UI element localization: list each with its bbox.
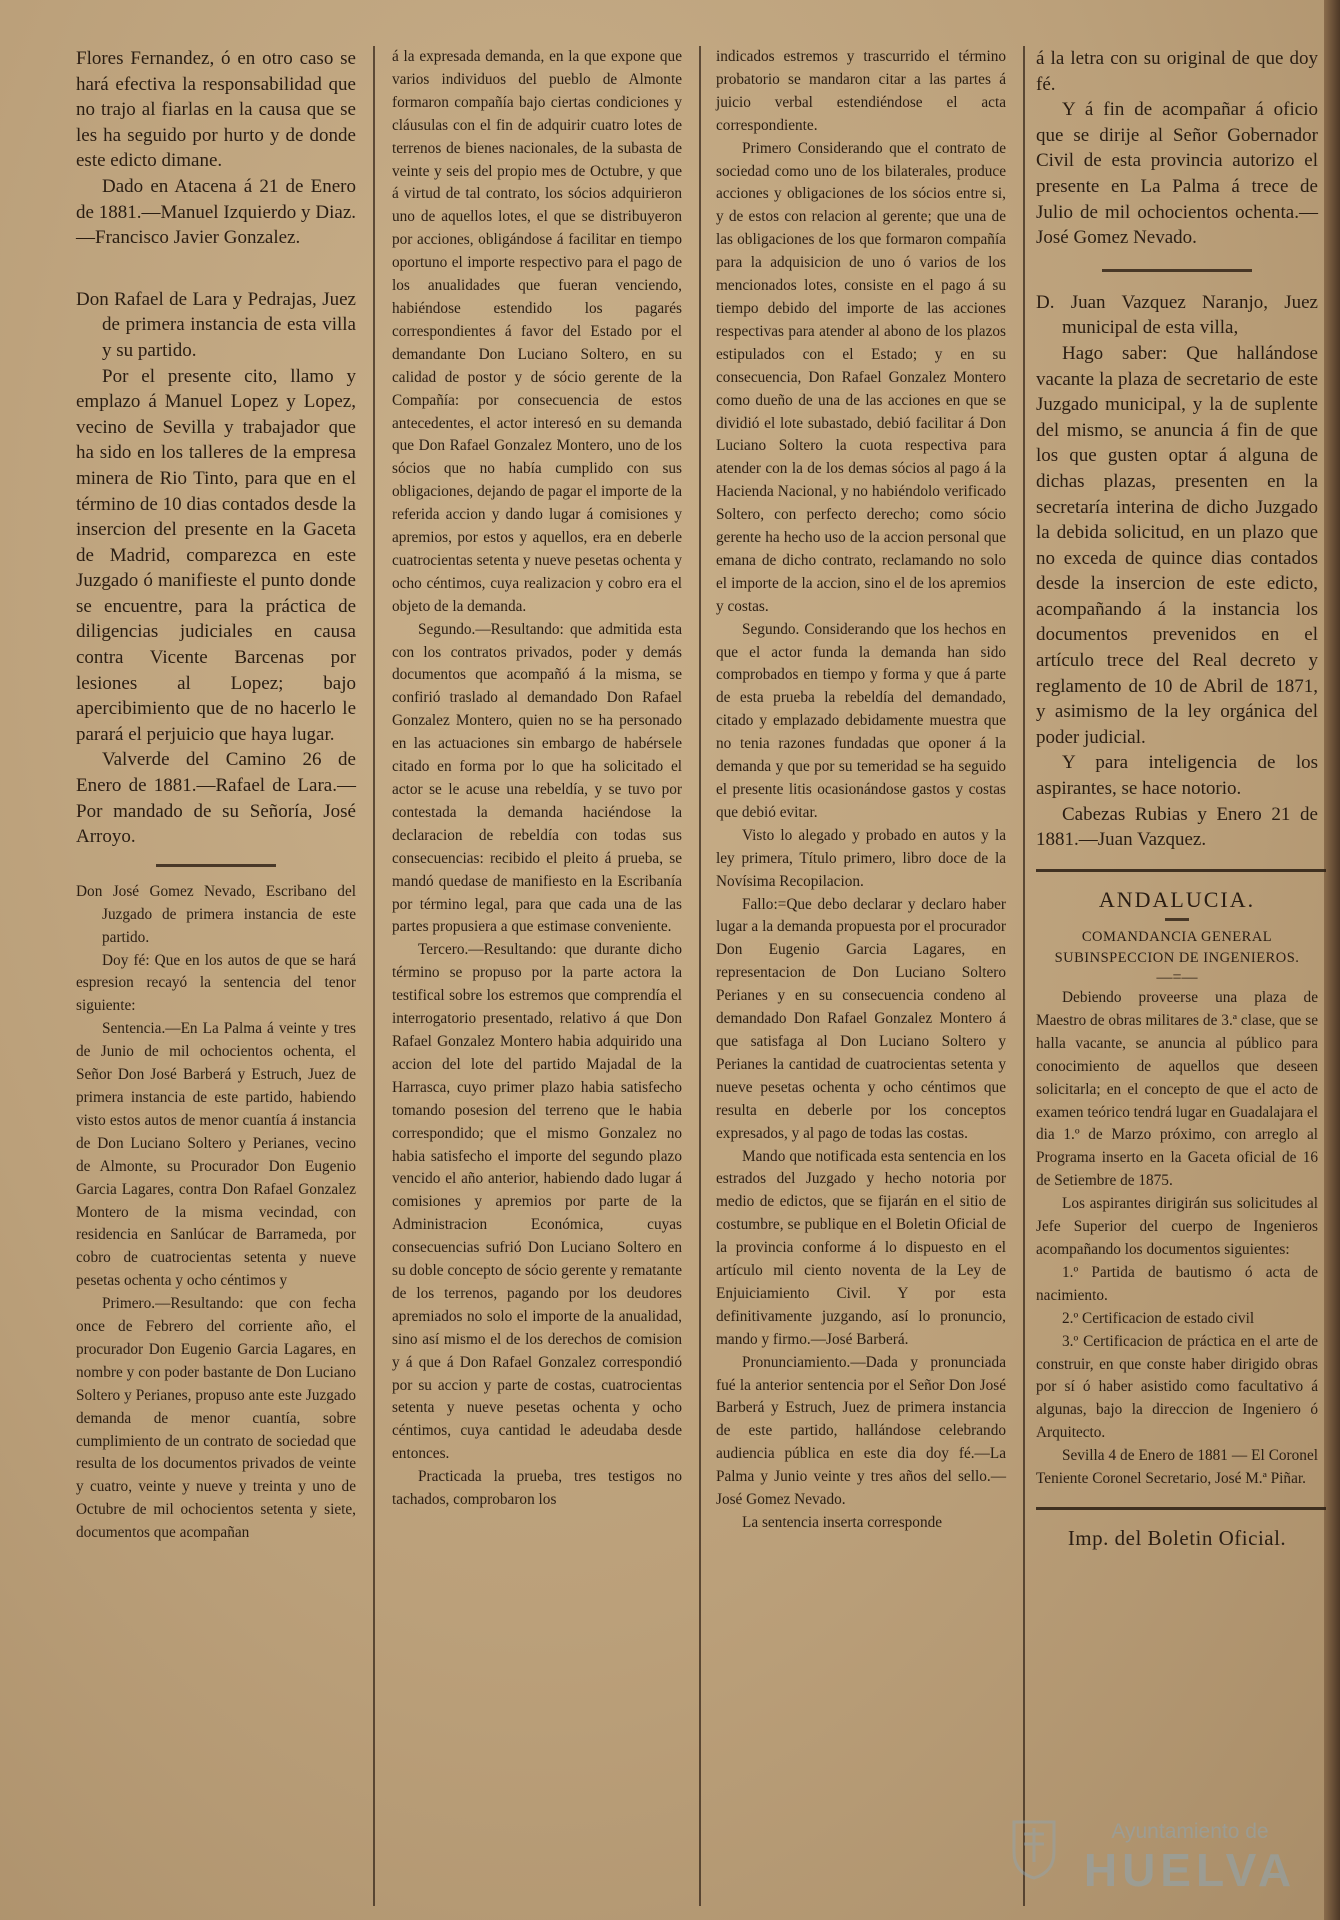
- col4-paragraph-1: á la letra con su original de que doy fé.: [1036, 48, 1318, 95]
- coat-of-arms-icon: [1010, 1818, 1058, 1880]
- separator-rule: [1102, 269, 1252, 272]
- andalucia-document-2: 2.º Certificacion de estado civil: [1062, 1309, 1255, 1327]
- lara-edict-heading: Don Rafael de Lara y Pedrajas, Juez de primera instancia de esta villa y su partido.: [76, 288, 356, 361]
- andalucia-document-1: 1.º Partida de bautismo ó acta de nacimiento.: [1036, 1263, 1318, 1304]
- sentencia-primero: Primero.—Resultando: que con fecha once de Febrero del corriente año, el procurador Don Eugenio Garcia Lagares, en nombre y con poder bastante de Don Luciano Soltero y Perianes, propuso ante este Juzgado demanda de menor cuantía, sobre cumplimiento de un contrato de sociedad que resulta de los documentos privados de veinte y cuatro, veinte y nueve y treinta y uno de Octubre de mil ochocientos setenta y siete, documentos que acompañan: [76, 1295, 356, 1542]
- column-rule-1: [373, 46, 375, 1906]
- page-edge: [1324, 0, 1340, 1920]
- andalucia-paragraph-2: Los aspirantes dirigirán sus solicitudes al Jefe Superior del cuerpo de Ingenieros acompañando los documentos siguientes:: [1036, 1195, 1318, 1258]
- column-rule-3: [1023, 46, 1025, 1906]
- col2-paragraph-1: á la expresada demanda, en la que expone que varios individuos del pueblo de Almonte formaron compañía bajo ciertas condiciones y cláusulas con el fin de adquirir cuatro lotes de terrenos de bienes nacionales, de la subasta de veinte y seis del propio mes de Octubre, y que á virtud de tal contrato, los sócios adquirieron uno de aquellos lotes, el que se distribuyeron por acciones, obligándose á facilitar en tiempo oportuno el importe respectivo para el pago de los anualidades que fueran venciendo, habiéndose estendido los pagarés correspondientes á favor del Estado por el demandante Don Luciano Soltero, en su calidad de postor y de sócio gerente de la Compañía: por consecuencia de estos antecedentes, el actor interesó en su demanda que Don Rafael Gonzalez Montero, uno de los sócios que no había cumplido con sus obligaciones, dejando de pagar el importe de la referida accion y dando lugar á comisiones y apremios, por estos y aquellos, era en deberle cuatrocientas setenta y nueve pesetas ochenta y ocho céntimos, cuya realizacion y cobro era el objeto de la demanda.: [392, 48, 682, 615]
- lara-edict-signature: Valverde del Camino 26 de Enero de 1881.—Rafael de Lara.—Por mandado de su Señoría, José Arroyo.: [76, 749, 356, 848]
- col2-paragraph-3: Tercero.—Resultando: que durante dicho término se propuso por la parte actora la testifical sobre los estremos que comprendía el interrogatorio presentado, relativo á que Don Rafael Gonzalez Montero habia adquirido una accion del lote del partido Majadal de la Harrasca, cuyo primer plazo habia satisfecho tomando posesion del terreno que le habia correspondido; que el mismo Gonzalez no habia satisfecho el importe del segundo plazo vencido el año anterior, habiendo dado lugar á comisiones y apremios por parte de la Administracion Económica, cuyas consecuencias sufrió Don Luciano Soltero en su doble concepto de sócio gerente y rematante de los terrenos, pagando por los deudores apremiados no solo el importe de la anualidad, sino así mismo el de los derechos de comision y á que á Don Rafael Gonzalez correspondió por su accion y parte de costas, cuatrocientas setenta y nueve pesetas ochenta y ocho céntimos, cuya cantidad le adeudaba desde entonces.: [392, 941, 682, 1463]
- col2-paragraph-4: Practicada la prueba, tres testigos no tachados, comprobaron los: [392, 1468, 682, 1509]
- col1-top-date: Dado en Atacena á 21 de Enero de 1881.—Manuel Izquierdo y Diaz.—Francisco Javier Gonzalez.: [76, 175, 356, 249]
- column-2: [392, 46, 682, 1512]
- col2-paragraph-2: Segundo.—Resultando: que admitida esta con los contratos privados, poder y demás documentos que acompañó á la misma, se confirió traslado al demandado Don Rafael Gonzalez Montero, quien no se ha personado en las actuaciones sin embargo de habérsele citado en forma por lo que ha solicitado el actor se le acuse una rebeldía, y se tuvo por contestada la demanda haciéndose la declaracion de rebeldía con todas sus consecuencias: recibido el pleito á prueba, se mandó quedase de manifiesto en la Escribanía por término legal, para que cada una de las partes propusiera a que estimase conveniente.: [392, 620, 682, 936]
- separator-rule: [156, 864, 276, 867]
- vazquez-body: Hago saber: Que hallándose vacante la plaza de secretario de este Juzgado municipal, y la de suplente del mismo, se anuncia á fin de que los que gusten optar á alguna de dichas plazas, presenten en la secretaría interina de dicho Juzgado la debida solicitud, en un plazo que no exceda de quince dias contados desde la insercion de este edicto, acompañando á la instancia los documentos prevenidos en el artículo trece del Real decreto y reglamento de 10 de Abril de 1871, y asimismo de la ley orgánica del poder judicial.: [1036, 342, 1318, 748]
- andalucia-paragraph-1: Debiendo proveerse una plaza de Maestro de obras militares de 3.ª clase, que se halla vacante, se anuncia al público para conocimiento de aquellos que deseen solicitarla; en el concepto de que el acto de examen teórico tendrá lugar en Guadalajara el dia 1.º de Marzo próximo, con arreglo al Programa inserto en la Gaceta oficial de 16 de Setiembre de 1875.: [1036, 989, 1318, 1190]
- vazquez-notice: Y para inteligencia de los aspirantes, se hace notorio.: [1036, 752, 1318, 800]
- separator-rule: [1036, 869, 1326, 872]
- col3-mando: Mando que notificada esta sentencia en los estrados del Juzgado y hecho notoria por medio de edictos, que se fijarán en el sitio de costumbre, se publique en el Boletin Oficial de la provincia conforme á lo dispuesto en el artículo mil ciento noventa de la Ley de Enjuiciamiento Civil. Y por esta definitivamente juzgando, así lo pronuncio, mando y firmo.—José Barberá.: [716, 1147, 1006, 1348]
- col3-paragraph-1: indicados estremos y trascurrido el término probatorio se mandaron citar a las partes á juicio verbal estendiéndose el acta correspondiente.: [716, 48, 1006, 134]
- col3-pronunciamiento: Pronunciamiento.—Dada y pronunciada fué la anterior sentencia por el Señor Don José Barberá y Estruch, Juez de primera instancia de este partido, hallándose celebrando audiencia pública en este dia doy fé.—La Palma y Junio veinte y tres años del sello.—José Gomez Nevado.: [716, 1353, 1006, 1509]
- col3-closing: La sentencia inserta corresponde: [742, 1514, 943, 1531]
- col3-paragraph-3: Segundo. Considerando que los hechos en que el actor funda la demanda han sido comprobados en tiempo y forma y que á parte de esta prueba la rebeldía del demandado, citado y emplazado debidamente muestra que no tenia razones fundadas que oponer á la demanda y que por su temeridad se ha seguido el presente litis ocasionándose gastos y costas que debió evitar.: [716, 620, 1006, 821]
- watermark-line-2: HUELVA: [1083, 1844, 1297, 1896]
- short-rule: [1165, 918, 1189, 921]
- separator-rule: [1036, 1507, 1326, 1510]
- archive-watermark: [1060, 1820, 1320, 1910]
- col1-top-paragraph: Flores Fernandez, ó en otro caso se hará efectiva la responsabilidad que no trajo al fiarlas en la causa que se les ha seguido por hurto y de donde este edicto dimane.: [76, 48, 356, 172]
- section-heading-andalucia: ANDALUCIA.: [1098, 886, 1256, 912]
- col3-fallo: Fallo:=Que debo declarar y declaro haber lugar a la demanda propuesta por el procurador Don Eugenio Garcia Lagares, en representacion de Don Luciano Soltero Perianes y en su consecuencia condeno al demandado Don Rafael Gonzalez Montero á que satisfaga al Don Luciano Soltero y Perianes la cantidad de cuatrocientas setenta y nueve pesetas ochenta y ocho céntimos que resulta en deberle por los conceptos expresados, y al pago de todas las costas.: [716, 895, 1006, 1142]
- ornament-dash: —=—: [1156, 969, 1198, 987]
- column-4: [1036, 46, 1318, 1550]
- column-3: [716, 46, 1006, 1535]
- vazquez-signature: Cabezas Rubias y Enero 21 de 1881.—Juan Vazquez.: [1036, 803, 1318, 851]
- column-1: [76, 46, 356, 1545]
- comandancia-heading: COMANDANCIA GENERAL SUBINSPECCION DE INGENIEROS.: [1054, 929, 1300, 967]
- andalucia-signature: Sevilla 4 de Enero de 1881 — El Coronel Teniente Coronel Secretario, José M.ª Piñar.: [1036, 1447, 1318, 1488]
- column-rule-2: [699, 46, 701, 1906]
- col4-paragraph-2: Y á fin de acompañar á oficio que se dirije al Señor Gobernador Civil de esta provincia autorizo el presente en La Palma á trece de Julio de mil ochocientos ochenta.—José Gomez Nevado.: [1036, 99, 1318, 249]
- gomez-doy-fe: Doy fé: Que en los autos de que se hará espresion recayó la sentencia del tenor siguiente:: [76, 951, 356, 1015]
- vazquez-heading: D. Juan Vazquez Naranjo, Juez municipal de esta villa,: [1036, 291, 1318, 339]
- printer-imprint: Imp. del Boletin Oficial.: [1067, 1525, 1287, 1550]
- sentencia-intro: Sentencia.—En La Palma á veinte y tres de Junio de mil ochocientos ochenta, el Señor Don José Barberá y Estruch, Juez de primera instancia de este partido, habiendo visto estos autos de menor cuantía á instancia de Don Luciano Soltero y Perianes, vecino de Almonte, su Procurador Don Eugenio Garcia Lagares, contra Don Rafael Gonzalez Montero de la misma vecindad, con residencia en Sanlúcar de Barrameda, por cobro de cuatrocientas setenta y nueve pesetas ochenta y ocho céntimos y: [76, 1020, 356, 1290]
- col3-paragraph-2: Primero Considerando que el contrato de sociedad como uno de los bilaterales, produce acciones y obligaciones de los sócios entre si, y de estos con relacion al gerente; que una de las obligaciones de los que formaron compañía para la adquisicion de uno ó varios de los mencionados lotes, consiste en el pago á su tiempo debido del importe de las acciones respectivas para atender al abono de los plazos estipulados con el Estado; y en su consecuencia, Don Rafael Gonzalez Montero como dueño de una de las acciones en que se dividió el lote subastado, debió facilitar á Don Luciano Soltero la cuota respectiva para atender con la de los demas sócios al pago á la Hacienda Nacional, y no habiéndolo verificado Soltero, con perfecto derecho; como sócio gerente ha hecho uso de la accion personal que emana de dicho contrato, reclamando no solo el importe de la accion, sino el de los apremios y costas.: [716, 139, 1006, 615]
- lara-edict-body: Por el presente cito, llamo y emplazo á Manuel Lopez y Lopez, vecino de Sevilla y trabajador que ha sido en los talleres de la empresa minera de Rio Tinto, para que en el término de 10 dias contados desde la insercion del presente en la Gaceta de Madrid, comparezca en este Juzgado ó manifieste el punto donde se encuentre, para la práctica de diligencias judiciales en causa contra Vicente Barcenas por lesiones al Lopez; bajo apercibimiento que de no hacerlo le parará el perjuicio que haya lugar.: [76, 365, 356, 745]
- gomez-heading: Don José Gomez Nevado, Escribano del Juzgado de primera instancia de este partido.: [76, 882, 356, 946]
- andalucia-document-3: 3.º Certificacion de práctica en el arte de construir, en que conste haber dirigido obras por sí ó haber asistido como facultativo á algunas, bajo la direccion de Ingeniero ó Arquitecto.: [1036, 1332, 1318, 1442]
- watermark-line-1: Ayuntamiento de: [1111, 1820, 1269, 1843]
- col3-paragraph-4: Visto lo alegado y probado en autos y la ley primera, Título primero, libro doce de la Novísima Recopilacion.: [716, 826, 1006, 890]
